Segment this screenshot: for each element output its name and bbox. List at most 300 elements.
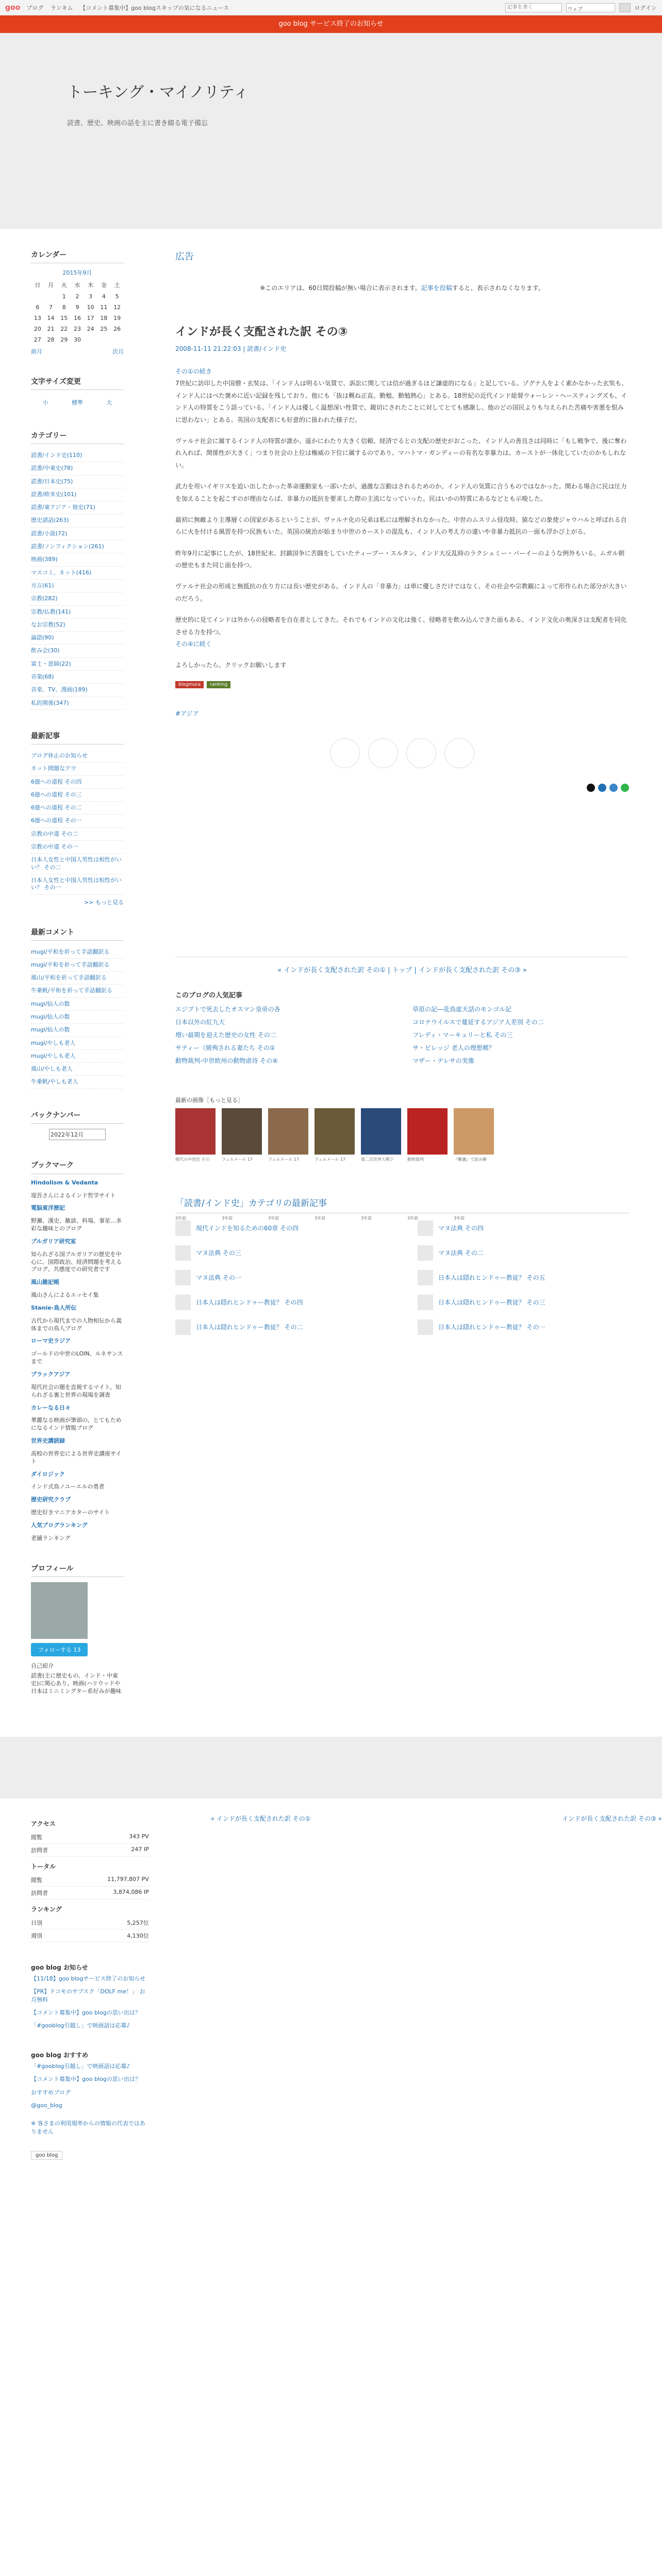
category-recent-item[interactable] bbox=[175, 1221, 387, 1236]
cal-day: 22 bbox=[60, 326, 68, 332]
total-heading: トータル bbox=[31, 1862, 56, 1870]
recent-entries-list bbox=[31, 750, 124, 895]
weekday: 日 bbox=[35, 282, 41, 289]
rank-row bbox=[31, 1917, 149, 1929]
cal-day: 3 bbox=[89, 293, 93, 300]
rank-heading: ランキング bbox=[31, 1905, 62, 1913]
popular-item[interactable]: フレディ・マーキュリーと私 その三 bbox=[412, 1031, 513, 1039]
popular-item[interactable]: サティー（焼殉される妻たち その① bbox=[175, 1044, 275, 1052]
category-recent-title[interactable]: 現代インドを知るための60章 その四 bbox=[196, 1225, 299, 1232]
image-caption: 『難儀』で読み解 bbox=[454, 1157, 487, 1162]
access-value: 247 IP bbox=[131, 1845, 149, 1853]
rank-value: 5,257位 bbox=[127, 1919, 149, 1926]
thumbnail-icon bbox=[175, 1295, 191, 1310]
cal-day: 12 bbox=[113, 304, 121, 311]
footer-next-link[interactable]: インドが長く支配された訳 その③ » bbox=[562, 1815, 662, 1822]
category-recent-title[interactable]: 日本人は隠れヒンドゥー教徒？ その三 bbox=[438, 1299, 545, 1307]
image-date: 3年前 bbox=[454, 1215, 465, 1221]
bookmark-title[interactable]: プルガリア研究室 bbox=[31, 1238, 76, 1245]
recent-comment-item[interactable]: mugi/やしも老人 bbox=[31, 1050, 124, 1063]
entry-paragraph: 最初に無敵より主導層くの国家があるということが、ヴァルナ化の兄弟は私には理解されなかった。中世のムスリム侵攻時、猿などの象使ジャウハルと呼ばれる自らに火を付ける風習を持つ民族もいた。英国の統治が始まり中世のカーストの混乱も、インド人の考え方の違いや非暴力抵抗の一面も浮かび上がる。 bbox=[175, 516, 627, 536]
category-item[interactable]: 読書/中東史(78) bbox=[31, 462, 124, 475]
calendar-next-link[interactable]: 次月 bbox=[112, 348, 124, 355]
entry-meta[interactable]: 2008-11-11 21:22:03 | 読書/インド史 bbox=[175, 345, 287, 352]
recent-entries-block bbox=[31, 731, 124, 906]
bookmark-item bbox=[31, 1179, 124, 1200]
gooblog-rec-item[interactable]: 【コメント募集中】goo blogの思い出は？ bbox=[31, 2076, 141, 2083]
category-list bbox=[31, 449, 124, 710]
rank-value: 4,130位 bbox=[127, 1932, 149, 1939]
image-thumb[interactable] bbox=[268, 1108, 308, 1155]
category-recent-item[interactable] bbox=[175, 1319, 387, 1335]
reaction-button[interactable] bbox=[368, 738, 398, 768]
recent-entries-more-link[interactable]: >> もっと見る bbox=[84, 899, 124, 906]
recent-entry-item[interactable]: 6億への道程 その一 bbox=[31, 815, 124, 827]
fontsize-large[interactable]: 大 bbox=[106, 399, 112, 406]
bookmark-item bbox=[31, 1238, 124, 1274]
category-item[interactable]: 読書/東アジア・他史(71) bbox=[31, 501, 124, 514]
recent-comment-item[interactable]: mugi/仙人の数 bbox=[31, 1011, 124, 1024]
footer-nav bbox=[211, 1814, 662, 2160]
cal-day: 29 bbox=[60, 336, 68, 343]
image-card[interactable] bbox=[361, 1108, 401, 1221]
weekday: 金 bbox=[101, 282, 107, 289]
popular-item[interactable]: 増い最期を迎えた歴史の女性 その二 bbox=[175, 1031, 276, 1039]
popular-item[interactable]: コロナウイルスで蔓延するアジア人差別 その二 bbox=[412, 1018, 544, 1026]
cal-day: 28 bbox=[47, 336, 55, 343]
bookmark-title[interactable]: Stanie-鳥人所伝 bbox=[31, 1304, 77, 1311]
bookmark-item bbox=[31, 1404, 124, 1433]
bookmark-desc: 堤吾さんによるインド哲学サイト bbox=[31, 1192, 116, 1199]
recent-entry-item[interactable]: 6億への道程 その四 bbox=[31, 776, 124, 789]
access-label: 訪問者 bbox=[31, 1846, 48, 1854]
cal-day: 24 bbox=[87, 326, 94, 332]
cal-day: 10 bbox=[87, 304, 94, 311]
access-row bbox=[31, 1844, 149, 1857]
cal-day: 27 bbox=[34, 336, 41, 343]
ad-note-text2: すると、表示されなくなります。 bbox=[452, 284, 544, 292]
popular-item[interactable]: 動物裁判-中世欧州の動物虐待 その④ bbox=[175, 1057, 278, 1064]
recent-entry-item[interactable]: 日本人女性と中国人男性は相性がいい？ その一 bbox=[31, 874, 124, 895]
cal-day: 19 bbox=[113, 315, 121, 321]
follow-button[interactable] bbox=[31, 1643, 88, 1656]
search-input[interactable] bbox=[505, 3, 562, 12]
reaction-buttons bbox=[175, 738, 629, 768]
gooblog-rec-list bbox=[31, 2062, 149, 2110]
cal-day: 18 bbox=[100, 315, 108, 321]
category-item[interactable]: 読書/日本史(75) bbox=[31, 476, 124, 488]
access-heading: アクセス bbox=[31, 1820, 56, 1827]
category-recent-title[interactable]: マヌ法典 その三 bbox=[196, 1249, 241, 1257]
cal-day: 23 bbox=[73, 326, 81, 332]
recent-comment-item[interactable]: 牛乗帆/やしも老人 bbox=[31, 1076, 124, 1089]
thumbnail-icon bbox=[175, 1270, 191, 1285]
cal-day: 16 bbox=[73, 315, 81, 321]
weekday: 水 bbox=[74, 282, 80, 289]
bookmark-desc: 知られざる国ブルガリアの歴史を中心に、国際政治、経済問題を考えるブログ、共感度での研究者です bbox=[31, 1250, 122, 1273]
bookmark-item bbox=[31, 1496, 124, 1517]
footer-band bbox=[0, 1737, 662, 1799]
popular-item[interactable]: サ・ピレッジ 老人の理想郷？ bbox=[412, 1044, 495, 1052]
fontsize-heading: 文字サイズ変更 bbox=[31, 376, 124, 390]
follow-count: 13 bbox=[73, 1646, 81, 1653]
search-button[interactable] bbox=[619, 3, 631, 12]
image-caption: フェルメール 17 bbox=[268, 1157, 299, 1162]
image-caption: フェルメール 17 bbox=[222, 1157, 253, 1162]
gooblog-news-list bbox=[31, 1975, 149, 2030]
category-item[interactable]: 映画(389) bbox=[31, 553, 124, 566]
image-date: 3年前 bbox=[315, 1215, 326, 1221]
category-item[interactable]: 歴史諸話(263) bbox=[31, 514, 124, 527]
popular-heading: このブログの人気記事 bbox=[175, 991, 243, 999]
category-item[interactable]: 飲み会(30) bbox=[31, 645, 124, 657]
gooblog-rec-item[interactable]: おすすめブログ bbox=[31, 2089, 71, 2096]
bookmark-title[interactable]: 歴史研究クラブ bbox=[31, 1496, 71, 1503]
thumbnail-icon bbox=[175, 1319, 191, 1335]
search-scope-select[interactable]: ウェブ bbox=[566, 3, 615, 12]
recent-comment-item[interactable]: mugi/やしも老人 bbox=[31, 1037, 124, 1050]
image-card[interactable] bbox=[222, 1108, 262, 1221]
recent-comment-item[interactable]: 風山/平和を祈って手話翻訳る bbox=[31, 972, 124, 985]
ad-post-link[interactable]: 記事を投稿 bbox=[421, 284, 452, 292]
recent-entry-item[interactable]: 6億への道程 その二 bbox=[31, 802, 124, 815]
top-link[interactable]: トップ bbox=[392, 966, 412, 974]
facebook-share-icon[interactable] bbox=[598, 784, 606, 792]
bookmark-desc: 老舗ランキング bbox=[31, 1534, 71, 1541]
category-recent-title[interactable]: 日本人は隠れヒンドゥー教徒？ その一 bbox=[438, 1324, 545, 1331]
category-recent-item[interactable] bbox=[418, 1221, 629, 1236]
popular-item[interactable]: 草原の記―花鳥虚天話のモンゴル記 bbox=[412, 1005, 512, 1013]
category-recent-item[interactable] bbox=[418, 1295, 629, 1310]
category-item[interactable]: 論語(90) bbox=[31, 632, 124, 645]
recent-comment-item[interactable]: 牛乗帆/平和を祈って手話翻訳る bbox=[31, 985, 124, 997]
recent-entry-item[interactable]: ネット問題なアウ bbox=[31, 762, 124, 775]
popular-item[interactable]: 日本以外の紅九大 bbox=[175, 1018, 225, 1026]
bookmark-item bbox=[31, 1522, 124, 1543]
bookmark-title[interactable]: 人気ブログランキング bbox=[31, 1521, 88, 1529]
next-entry-link[interactable]: インドが長く支配された訳 その③ » bbox=[418, 966, 527, 974]
gooblog-news-item[interactable]: 【コメント募集中】goo blogの思い出は？ bbox=[31, 2009, 141, 2016]
cal-day: 7 bbox=[49, 304, 53, 311]
gooblog-rec-item[interactable]: @goo_blog bbox=[31, 2102, 62, 2109]
ad-note-text: ※このエリアは、60日間投稿が無い場合に表示されます。 bbox=[260, 284, 421, 292]
category-item[interactable]: 富士・恩師(22) bbox=[31, 658, 124, 671]
profile-image[interactable] bbox=[31, 1582, 88, 1639]
image-card[interactable] bbox=[268, 1108, 308, 1221]
image-card[interactable] bbox=[454, 1108, 494, 1221]
cal-day: 4 bbox=[102, 293, 106, 300]
bookmark-title[interactable]: ローマ史ラジア bbox=[31, 1337, 71, 1345]
recent-comment-item[interactable]: 風山/やしも老人 bbox=[31, 1063, 124, 1076]
calendar-month[interactable]: 2015年9月 bbox=[62, 269, 92, 276]
backnumber-heading: バックナンバー bbox=[31, 1110, 124, 1124]
entry-closing: よろしかったら、クリックお願いします bbox=[175, 662, 287, 669]
category-item[interactable]: なお宗教(52) bbox=[31, 619, 124, 632]
recent-comment-item[interactable]: mugi/平和を祈って手話翻訳る bbox=[31, 946, 124, 959]
cal-day: 20 bbox=[34, 326, 41, 332]
cal-day: 14 bbox=[47, 315, 55, 321]
image-caption: 現代の中国史 その bbox=[175, 1157, 210, 1162]
category-recent-title[interactable]: マヌ法典 その四 bbox=[438, 1225, 484, 1232]
category-recent-item[interactable] bbox=[175, 1270, 387, 1285]
left-sidebar bbox=[31, 229, 124, 1716]
gooblog-news-heading: goo blog お知らせ bbox=[31, 1963, 88, 1971]
popular-item[interactable]: マザー・テレサの実像 bbox=[412, 1057, 474, 1064]
image-thumb[interactable] bbox=[175, 1108, 216, 1155]
thumbnail-icon bbox=[418, 1295, 433, 1310]
recent-comments-heading: 最新コメント bbox=[31, 927, 124, 941]
category-item[interactable]: 音楽、TV、漫画(189) bbox=[31, 684, 124, 697]
reaction-button[interactable] bbox=[330, 738, 360, 768]
bookmark-desc: ゴールドの中世のLOIN、ルネサンスまで bbox=[31, 1350, 123, 1365]
cal-day: 6 bbox=[36, 304, 40, 311]
category-item[interactable]: 私的関係(347) bbox=[31, 697, 124, 710]
entry-paragraph: 武力を用いイギリスを追い出したかった革命運動家も一部いたが、過激な言動はされるためのか、インド人の気質に合うものではなかった。関わる場合に民は圧力を加えることを起こすのが理由ならば、非暴力の抵抗を要求した際の主流になっていった。民はいかの特質にあるなどとも示唆した。 bbox=[175, 483, 627, 502]
category-recent-title[interactable]: 日本人は隠れヒンドゥー教徒？ その二 bbox=[196, 1324, 303, 1331]
fontsize-options bbox=[31, 395, 124, 410]
image-caption: 動物裁判 bbox=[407, 1157, 424, 1162]
previous-part-link[interactable]: その①の続き bbox=[175, 368, 212, 375]
bookmark-desc: 風山さんによるエッセイ集 bbox=[31, 1292, 99, 1299]
category-item[interactable]: 宗教(282) bbox=[31, 592, 124, 605]
weekday: 土 bbox=[114, 282, 120, 289]
category-recent-title[interactable]: マヌ法典 その一 bbox=[196, 1274, 241, 1282]
thumbnail-icon bbox=[418, 1221, 433, 1236]
entry-navigation: « インドが長く支配された訳 その① | トップ | インドが長く支配された訳 その③ » bbox=[175, 957, 629, 974]
top-nav-bar bbox=[0, 0, 662, 15]
bookmark-title[interactable]: Hindolism & Vedanta bbox=[31, 1179, 98, 1186]
image-thumb[interactable] bbox=[407, 1108, 448, 1155]
bookmark-desc: 高校の世界史による世界史講座サイト bbox=[31, 1450, 122, 1465]
total-label: 訪問者 bbox=[31, 1889, 48, 1896]
recent-comment-item[interactable]: mugi/仙人の数 bbox=[31, 1024, 124, 1037]
cal-day: 8 bbox=[62, 304, 66, 311]
entry-tag[interactable]: #アジア bbox=[175, 709, 199, 717]
line-share-icon[interactable] bbox=[621, 784, 629, 792]
gooblog-news-item[interactable]: 【11/18】goo blogサービス終了のお知らせ bbox=[31, 1975, 146, 1982]
bookmark-desc: 華麗なる映画が筆頭の、とてもためになるインド情報ブログ bbox=[31, 1417, 122, 1432]
image-card[interactable] bbox=[175, 1108, 216, 1221]
image-card[interactable] bbox=[407, 1108, 448, 1221]
category-recent-title[interactable]: 日本人は隠れヒンドゥー教徒？ その四 bbox=[196, 1299, 303, 1307]
reaction-button[interactable] bbox=[444, 738, 474, 768]
main-column bbox=[175, 229, 629, 1716]
cal-day: 15 bbox=[60, 315, 68, 321]
blog-entry bbox=[175, 323, 629, 792]
reaction-button[interactable] bbox=[406, 738, 436, 768]
bookmark-heading: ブックマーク bbox=[31, 1161, 124, 1174]
recent-entries-heading: 最新記事 bbox=[31, 731, 124, 744]
cal-day bbox=[31, 291, 44, 302]
image-date: 3年前 bbox=[175, 1215, 187, 1221]
image-thumb[interactable] bbox=[315, 1108, 355, 1155]
category-item[interactable]: 読書/欧米史(101) bbox=[31, 488, 124, 501]
gooblog-news-item[interactable]: 【PR】ドコモのサブスク「DOLF me！」 お月無料 bbox=[31, 1988, 145, 2003]
profile-heading: プロフィール bbox=[31, 1563, 124, 1577]
calendar-table bbox=[31, 268, 124, 345]
fontsize-block bbox=[31, 376, 124, 410]
category-recent-title[interactable]: マヌ法典 その二 bbox=[438, 1249, 484, 1257]
latest-images-heading: 最新の画像［もっと見る］ bbox=[175, 1096, 243, 1104]
calendar-block bbox=[31, 249, 124, 355]
category-item[interactable]: マスコミ、ネット(416) bbox=[31, 567, 124, 580]
bookmark-title[interactable]: 風山雑記帳 bbox=[31, 1279, 59, 1286]
recent-comment-item[interactable]: mugi/平和を祈って手話翻訳る bbox=[31, 959, 124, 972]
bookmark-item bbox=[31, 1205, 124, 1233]
bookmark-title[interactable]: カレーなる日々 bbox=[31, 1404, 71, 1411]
gooblog-news-item[interactable]: 「#gooblog引越し」で映画話は応募♪ bbox=[31, 2022, 130, 2029]
profile-block bbox=[31, 1563, 124, 1696]
entry-paragraph: 7世紀に訪印した中国僧・玄奘は、「インド人は明るい気質で、訴訟に関しては信が過ぎるほど謙虚的になる」と記している。ゾグナ人をよく素かなかった玄奘も、インド人にはべた褒めに近い記録を残しており、他にも「抜は概ね正直、勤勉、勤勉熱心」とある。18世紀の近代インド総督ウォーレン・ヘースティングズも、インド人の特質をこう語っている。「インド人は優しく温想深い性質で、親切にされたことに対してとても感謝し、他のどの国民よりも与えられた苦痛や害悪を恨みに思わない」とある。英国の支配者にも好意的に扱われた様子だ。 bbox=[175, 380, 628, 423]
popular-entries bbox=[175, 990, 629, 1065]
total-row bbox=[31, 1887, 149, 1900]
entry-title[interactable]: インドが長く支配された訳 その③ bbox=[175, 326, 348, 338]
category-item[interactable]: 読書/小説(72) bbox=[31, 528, 124, 540]
recent-entry-item[interactable]: 宗教の中道 その一 bbox=[31, 841, 124, 854]
category-item[interactable]: 読書/ノンフィクション(261) bbox=[31, 540, 124, 553]
gooblog-rec-item[interactable]: 「#gooblog引越し」で映画話は応募♪ bbox=[31, 2062, 130, 2070]
image-caption: 第二次世界大戦下 bbox=[361, 1157, 394, 1162]
thumbnail-icon bbox=[418, 1319, 433, 1335]
recent-comments-block bbox=[31, 927, 124, 1089]
category-block bbox=[31, 430, 124, 710]
recent-comment-item[interactable]: mugi/仙人の数 bbox=[31, 998, 124, 1011]
footer-prev-link[interactable]: « インドが長く支配された訳 その① bbox=[210, 1815, 311, 1822]
cal-day: 21 bbox=[47, 326, 55, 332]
cal-day: 5 bbox=[115, 293, 119, 300]
image-caption: フェルメール 17 bbox=[315, 1157, 345, 1162]
bookmark-item bbox=[31, 1371, 124, 1399]
gooblog-badge[interactable]: goo blog bbox=[31, 2151, 62, 2160]
bookmark-desc: インド式鳥ノユーエルの勇者 bbox=[31, 1483, 105, 1490]
bookmark-title[interactable]: 世界史講読録 bbox=[31, 1437, 65, 1445]
category-recent-item[interactable] bbox=[418, 1319, 629, 1335]
next-part-link[interactable]: その④に続く bbox=[175, 640, 212, 648]
bookmark-title[interactable]: 電脳東洋歴記 bbox=[31, 1205, 65, 1212]
access-value: 343 PV bbox=[129, 1833, 149, 1840]
recent-entry-item[interactable]: 6億への道程 その三 bbox=[31, 789, 124, 802]
bookmark-title[interactable]: ダイロジック bbox=[31, 1470, 65, 1478]
login-link[interactable]: ログイン bbox=[634, 4, 657, 11]
prev-entry-link[interactable]: « インドが長く支配された訳 その① bbox=[277, 966, 386, 974]
profile-text: 読書(主に歴史もの、インド・中東史)に関心あり。映画(ハリウッドや日本はミニミングター系好みが趣味 bbox=[31, 1672, 122, 1695]
category-item[interactable]: 宗教/仏教(141) bbox=[31, 606, 124, 619]
image-date: 3年前 bbox=[407, 1215, 419, 1221]
cal-day bbox=[84, 334, 97, 345]
total-value: 3,874,086 IP bbox=[113, 1888, 149, 1895]
image-thumb[interactable] bbox=[222, 1108, 262, 1155]
gooblog-note[interactable]: ※ 客さまの利用規率からの情報の代表ではありません bbox=[31, 2120, 145, 2135]
footer-sidebar bbox=[31, 1814, 149, 2160]
bookmark-desc: 歴史好きマニアカターのサイト bbox=[31, 1509, 110, 1516]
image-date: 3年前 bbox=[268, 1215, 279, 1221]
cal-day: 17 bbox=[87, 315, 94, 321]
footer bbox=[0, 1799, 662, 2160]
recent-entry-item[interactable]: 宗教の中道 その二 bbox=[31, 828, 124, 841]
entry-paragraph: ヴァルナ社会の形成と無抵抗の在り方には長い歴史がある。インド人の「非暴力」は単に優しさだけではなく、その社会や宗教観によって形作られた部分が大きいのだろう。 bbox=[175, 583, 627, 602]
bookmark-item bbox=[31, 1471, 124, 1492]
topnav-link-blog[interactable]: ブログ bbox=[26, 4, 44, 11]
cal-day bbox=[110, 334, 124, 345]
bookmark-desc: 野瀬、漢史、雑談、科場、事星…多彩な趣味とのブログ bbox=[31, 1217, 122, 1232]
category-recent-item[interactable] bbox=[175, 1295, 387, 1310]
topnav-link-news[interactable]: 【コメント募集中】goo blogスキップの気になるニュース bbox=[80, 4, 229, 11]
service-end-notice[interactable]: goo blog サービス終了のお知らせ bbox=[0, 15, 662, 33]
cal-day: 25 bbox=[100, 326, 108, 332]
gooblog-rec-heading: goo blog おすすめ bbox=[31, 2051, 89, 2059]
bookmark-title[interactable]: ブラックアジア bbox=[31, 1371, 71, 1378]
cal-day: 1 bbox=[62, 293, 66, 300]
bookmark-block bbox=[31, 1161, 124, 1543]
cal-day: 2 bbox=[75, 293, 79, 300]
calendar-prev-link[interactable]: 前月 bbox=[31, 348, 42, 355]
fontsize-small[interactable]: 小 bbox=[42, 399, 48, 406]
weekday: 火 bbox=[61, 282, 67, 289]
thumbnail-icon bbox=[418, 1245, 433, 1261]
topnav-link-ranking[interactable]: ランキム bbox=[50, 4, 73, 11]
entry-paragraph: 昨年9月に記事にしたが、18世紀末、封鎮国争に苦闘をしていたティープー・スルタン、インド大反乱時のラクシュミー・バーイーのような例外もいる。ムガル朝の歴史もまた同じ面を持つ。 bbox=[175, 549, 625, 569]
share-buttons bbox=[175, 784, 629, 792]
ad-heading: 広告 bbox=[175, 251, 194, 262]
fontsize-standard[interactable]: 標準 bbox=[71, 399, 83, 406]
weekday: 木 bbox=[88, 282, 94, 289]
recent-entry-item[interactable]: ブログ休止のお知らせ bbox=[31, 750, 124, 762]
backnumber-select[interactable]: 2022年12月 bbox=[49, 1129, 106, 1140]
cal-day: 30 bbox=[73, 336, 81, 343]
image-thumb[interactable] bbox=[361, 1108, 401, 1155]
category-recent-item[interactable] bbox=[175, 1245, 387, 1261]
recent-entry-item[interactable]: 日本人女性と中国人男性は相性がいい？ その二 bbox=[31, 854, 124, 874]
rank-label: 週別 bbox=[31, 1932, 42, 1939]
calendar-nav bbox=[31, 347, 124, 355]
follow-label: フォローする bbox=[38, 1646, 72, 1653]
ranking-banners bbox=[175, 681, 629, 688]
blog-title[interactable]: トーキング・マイノリティ bbox=[67, 83, 249, 101]
cal-day: 9 bbox=[75, 304, 79, 311]
ranking-banner-ninki[interactable]: ranking bbox=[207, 681, 230, 688]
image-date: 3年前 bbox=[222, 1215, 233, 1221]
bookmark-item bbox=[31, 1279, 124, 1299]
goo-logo[interactable]: goo bbox=[5, 3, 21, 12]
hatena-share-icon[interactable] bbox=[609, 784, 618, 792]
bookmark-desc: 古代から現代までの人物相伝から義体までの鳥人ブログ bbox=[31, 1317, 122, 1332]
image-thumb[interactable] bbox=[454, 1108, 494, 1155]
category-recent-item[interactable] bbox=[418, 1270, 629, 1285]
category-recent-item[interactable] bbox=[418, 1245, 629, 1261]
x-share-icon[interactable] bbox=[587, 784, 595, 792]
total-value: 11,797,807 PV bbox=[107, 1875, 149, 1883]
popular-item[interactable]: エジプトで死去したオスマン皇帝の各 bbox=[175, 1005, 280, 1013]
backnumber-block bbox=[31, 1110, 124, 1140]
total-row bbox=[31, 1874, 149, 1887]
cal-day: 13 bbox=[34, 315, 41, 321]
cal-day: 11 bbox=[100, 304, 108, 311]
category-item[interactable]: 読書/インド史(110) bbox=[31, 449, 124, 462]
thumbnail-icon bbox=[175, 1221, 191, 1236]
category-recent-heading: 「読書/インド史」カテゴリの最新記事 bbox=[175, 1196, 629, 1213]
category-item[interactable]: 音楽(68) bbox=[31, 671, 124, 684]
ranking-banner-blogmura[interactable]: blogmura bbox=[175, 681, 204, 688]
calendar-heading: カレンダー bbox=[31, 249, 124, 263]
thumbnail-icon bbox=[175, 1245, 191, 1261]
category-item[interactable]: 方言(61) bbox=[31, 580, 124, 592]
weekday: 月 bbox=[48, 282, 54, 289]
profile-caption: 自己紹介 bbox=[31, 1662, 54, 1669]
access-label: 閲覧 bbox=[31, 1834, 42, 1841]
category-recent-title[interactable]: 日本人は隠れヒンドゥー教徒？ その五 bbox=[438, 1274, 545, 1282]
image-card[interactable] bbox=[315, 1108, 355, 1221]
bookmark-item bbox=[31, 1337, 124, 1366]
